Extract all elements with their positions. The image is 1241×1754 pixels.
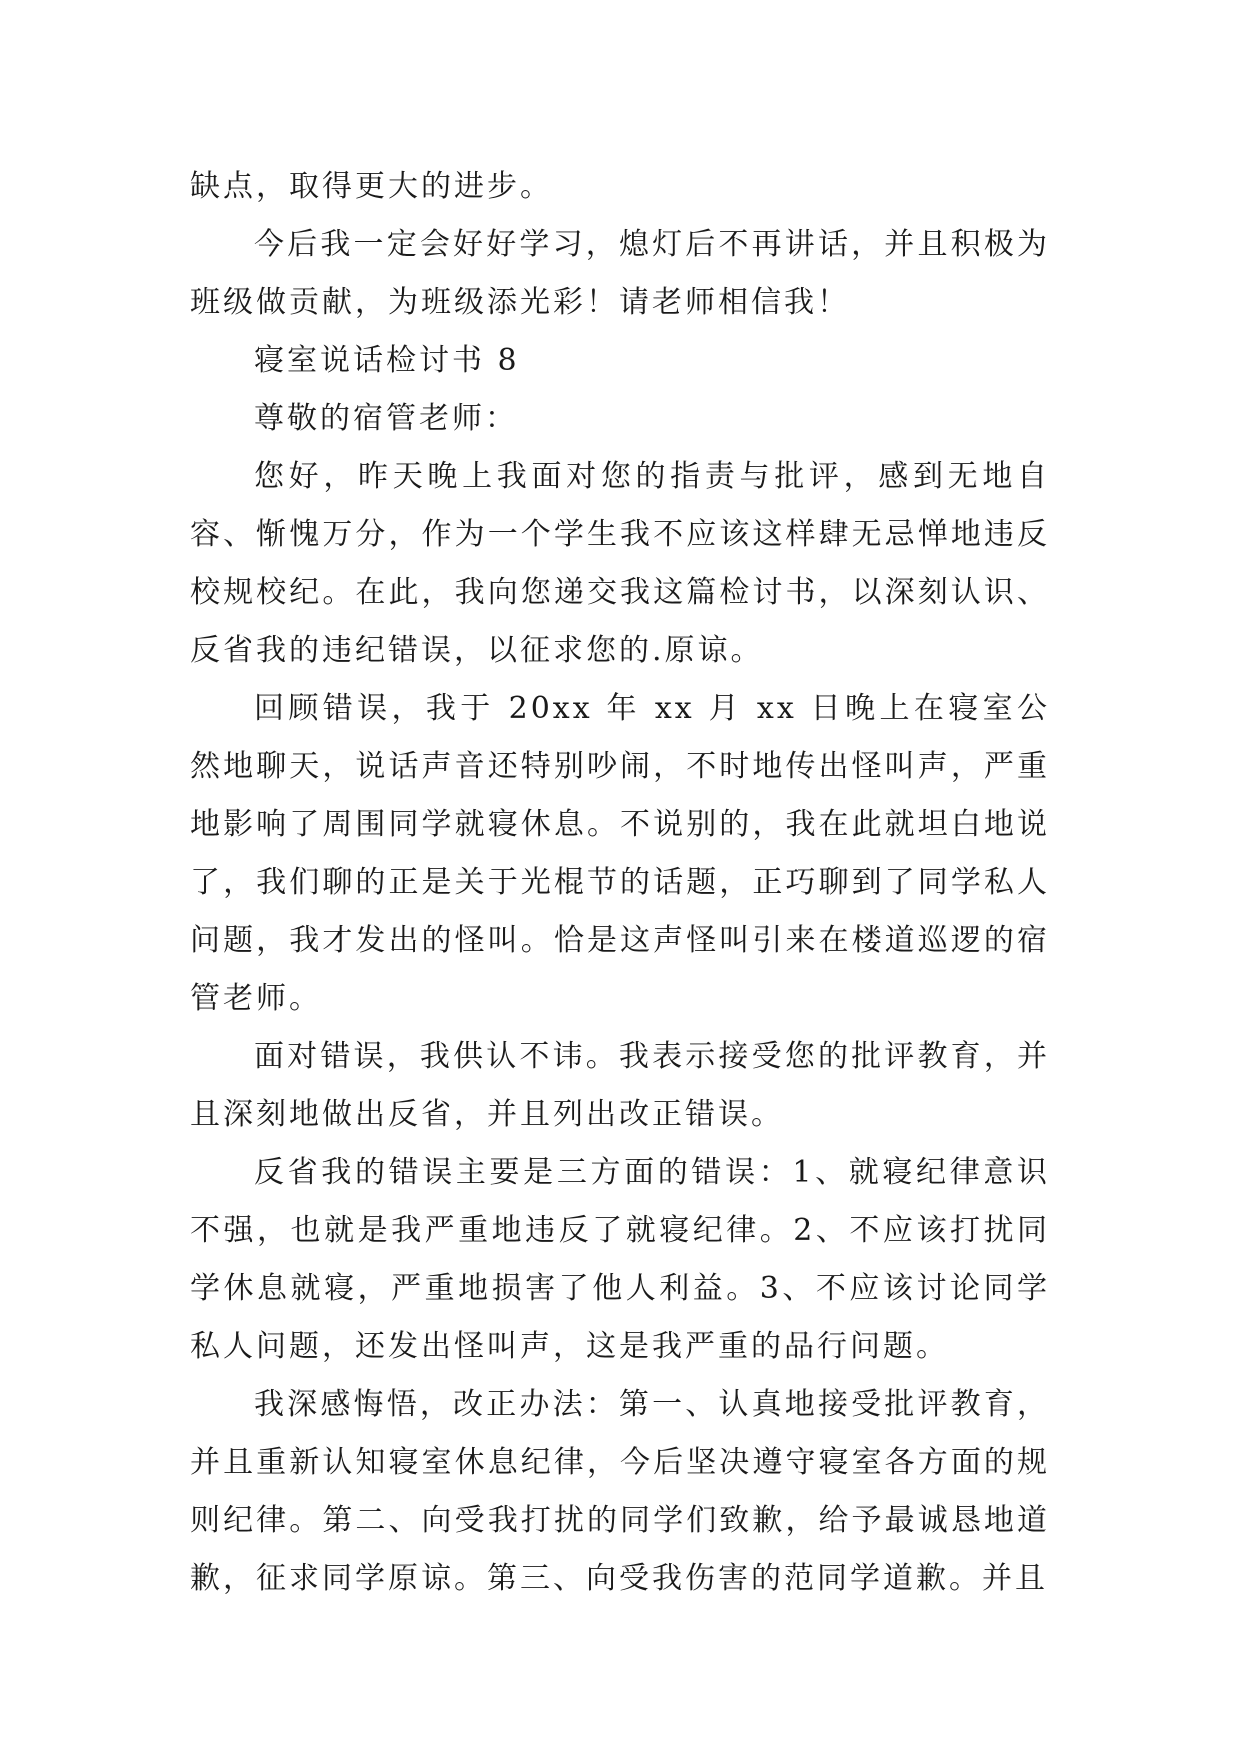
document-body (190, 158, 1050, 1608)
salutation: 尊敬的宿管老师： (254, 401, 518, 436)
paragraph-remedy: 我深感悔悟，改正办法：第一、认真地接受批评教育，并且重新认知寝室休息纪律，今后坚决遵守寝室各方面的规则纪律。第二、向受我打扰的同学们致歉，给予最诚恳地道歉，征求同学原谅。第三、向受我伤害的范同学道歉。并且 (190, 1387, 1050, 1596)
paragraph-reflection: 反省我的错误主要是三方面的错误：1、就寝纪律意识不强，也就是我严重地违反了就寝纪律。2、不应该打扰同学休息就寝，严重地损害了他人利益。3、不应该讨论同学私人问题，还发出怪叫声，这是我严重的品行问题。 (190, 1155, 1050, 1364)
paragraph-2: 今后我一定会好好学习，熄灯后不再讲话，并且积极为班级做贡献，为班级添光彩！请老师相信我！ (190, 227, 1050, 320)
letter-title: 寝室说话检讨书 8 (254, 343, 520, 378)
paragraph-1: 缺点，取得更大的进步。 (190, 169, 553, 204)
paragraph-admission: 面对错误，我供认不讳。我表示接受您的批评教育，并且深刻地做出反省，并且列出改正错误。 (190, 1039, 1050, 1132)
paragraph-review: 回顾错误，我于 20xx 年 xx 月 xx 日晚上在寝室公然地聊天，说话声音还特别吵闹，不时地传出怪叫声，严重地影响了周围同学就寝休息。不说别的，我在此就坦白地说了，我们聊的正是关于光棍节的话题，正巧聊到了同学私人问题，我才发出的怪叫。恰是这声怪叫引来在楼道巡逻的宿管老师。 (190, 691, 1050, 1016)
paragraph-greeting: 您好，昨天晚上我面对您的指责与批评，感到无地自容、惭愧万分，作为一个学生我不应该这样肆无忌惮地违反校规校纪。在此，我向您递交我这篇检讨书，以深刻认识、反省我的违纪错误，以征求您的.原谅。 (190, 459, 1050, 668)
